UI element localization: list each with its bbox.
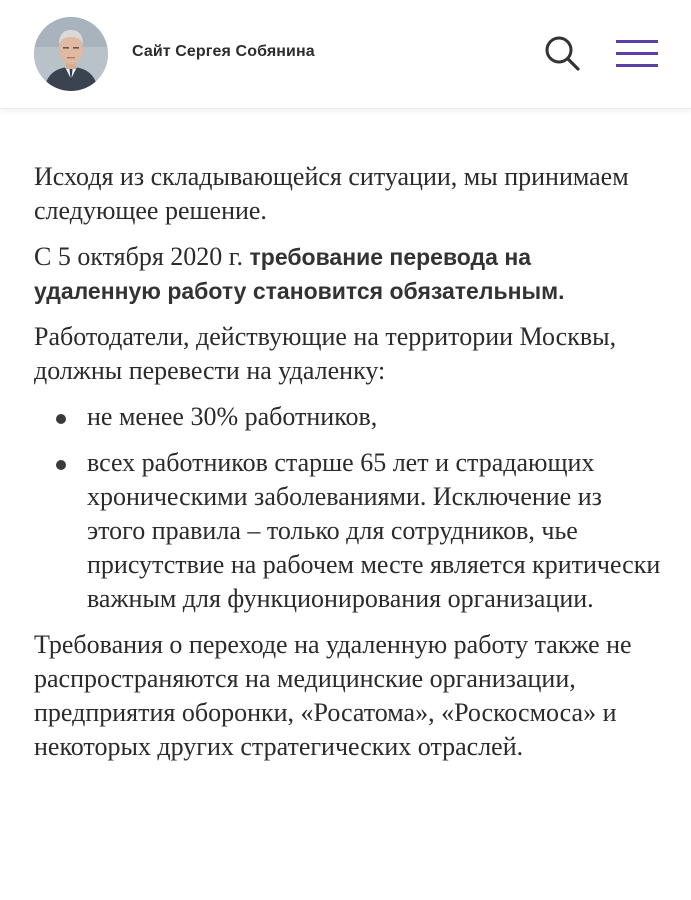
requirement-bold: требование перевода на удаленную работу становится обязательным. [34,244,565,304]
site-title[interactable]: Сайт Сергея Собянина [132,43,315,60]
site-header [0,0,691,109]
paragraph-decision: Исходя из складывающейся ситуации, мы принимаем следующее решение. [34,162,629,225]
menu-button[interactable] [614,36,660,72]
requirement-date: С 5 октября 2020 г. [34,242,250,271]
list-item [34,446,664,616]
article-body [34,160,664,776]
paragraph-requirement [34,240,664,308]
list-item [34,400,664,434]
paragraph-exceptions: Требования о переходе на удаленную работу также не распространяются на медицинские организации, предприятия оборонки, «Росатома», «Роскосмоса» и некоторых других стратегических отраслей. [34,630,632,761]
requirements-list [34,400,664,616]
hamburger-menu-icon [614,36,660,72]
bullet-icon [56,460,66,470]
search-button[interactable] [542,33,582,73]
avatar[interactable] [34,17,108,91]
bullet-icon [56,414,66,424]
paragraph-employers: Работодатели, действующие на территории Москвы, должны перевести на удаленку: [34,322,617,385]
list-item-text: не менее 30% работников, [87,402,378,431]
list-item-text: всех работников старше 65 лет и страдающих хроническими заболеваниями. Исключение из этого правила – только для сотрудников, чье присутствие на рабочем месте является критически важным для функционирования организации. [87,448,661,613]
search-icon [542,33,582,73]
person-portrait-icon [34,17,108,91]
